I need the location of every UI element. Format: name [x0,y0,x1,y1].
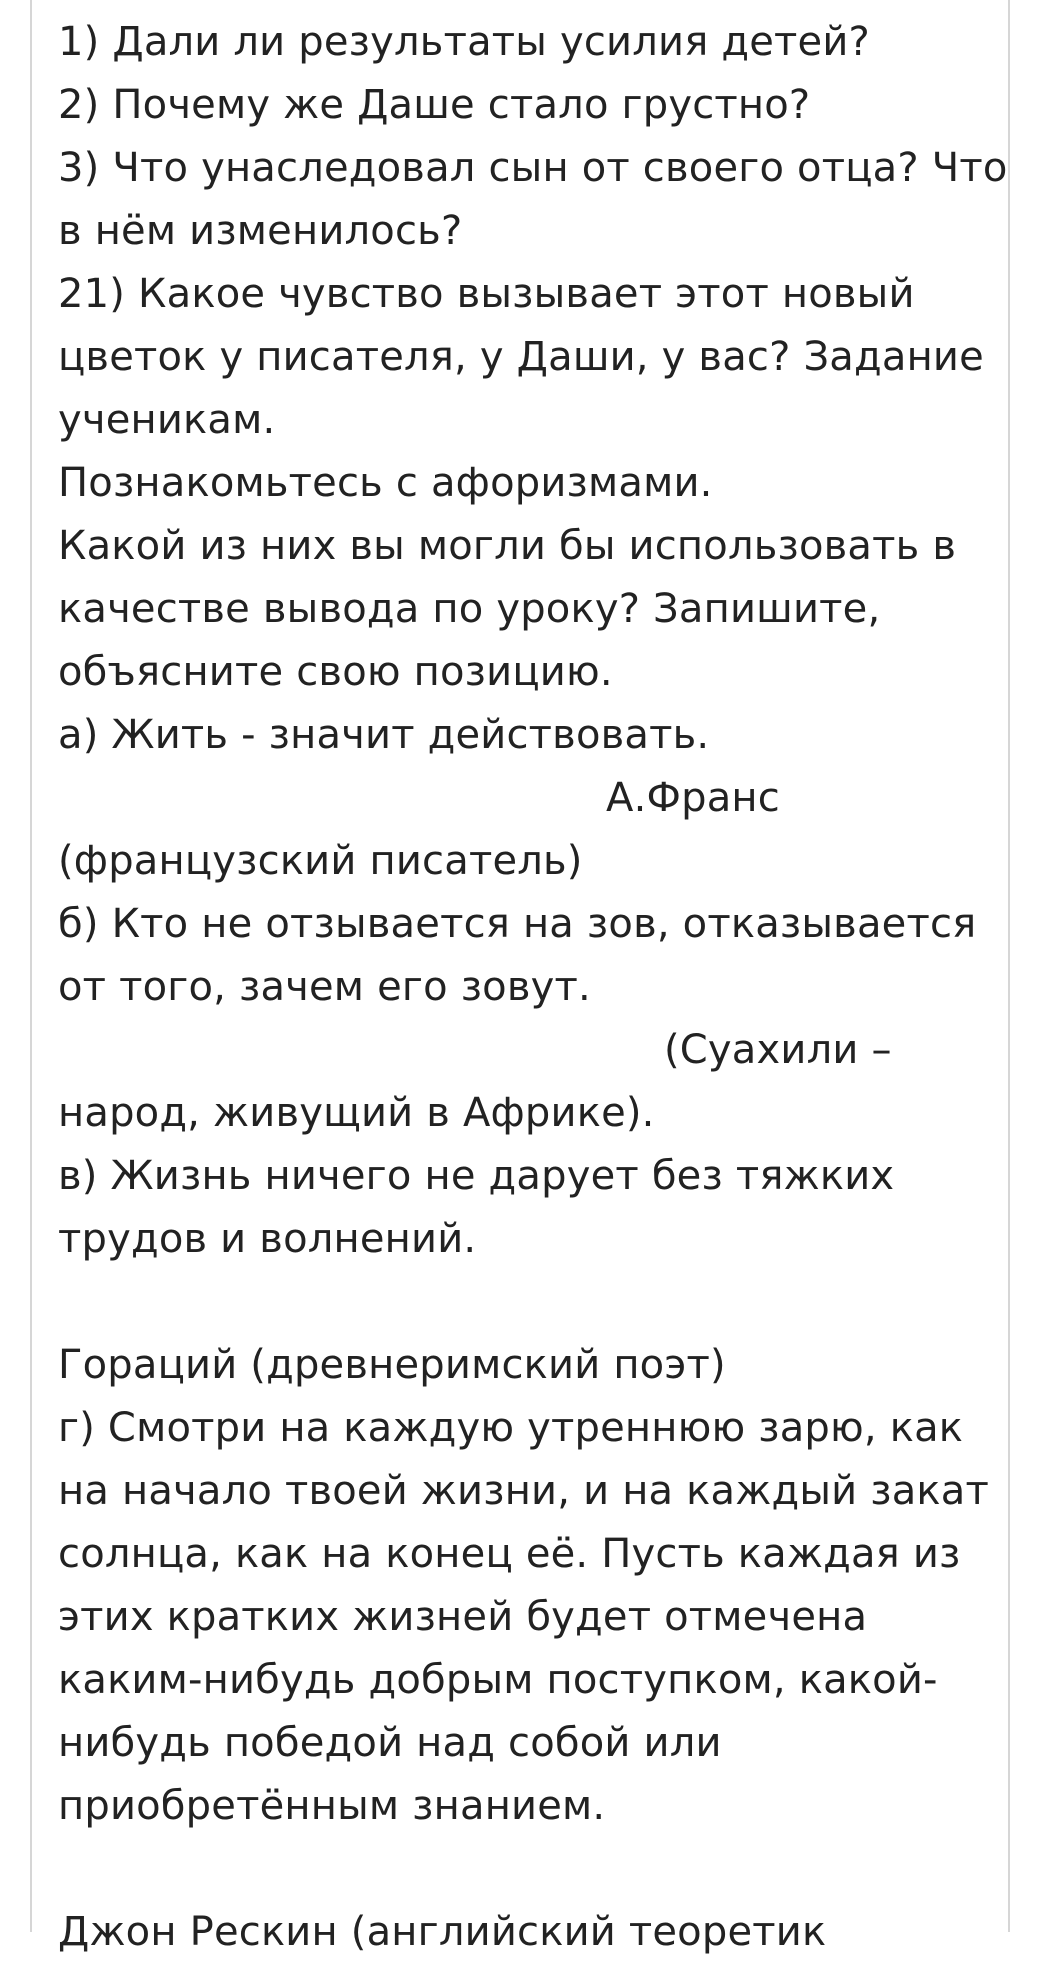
aphorism-a-author: А.Франс [606,775,780,821]
task-text: Какой из них вы могли бы использовать в [58,523,957,569]
aphorism-c-cont: трудов и волнений. [58,1216,477,1262]
aphorism-d-cont-4: каким-нибудь добрым поступком, какой- [58,1657,938,1703]
document-text [58,11,1008,1964]
question-21-cont: цветок у писателя, у Даши, у вас? Задание [58,334,984,380]
aphorism-c: в) Жизнь ничего не дарует без тяжких [58,1153,895,1199]
aphorism-d-cont: на начало твоей жизни, и на каждый закат [58,1468,989,1514]
aphorism-b: б) Кто не отзывается на зов, отказывается [58,901,977,947]
aphorism-a-author-note: (французский писатель) [58,838,583,884]
aphorism-b-author-note: народ, живущий в Африке). [58,1090,655,1136]
question-3-cont: в нём изменилось? [58,208,463,254]
document-page [30,0,1010,1955]
question-21: 21) Какое чувство вызывает этот новый [58,271,915,317]
aphorism-d-author: Джон Рескин (английский теоретик [58,1909,827,1955]
aphorism-d-cont-6: приобретённым знанием. [58,1783,606,1829]
blank-line [58,1271,998,1334]
aphorism-d: г) Смотри на каждую утреннюю зарю, как [58,1405,964,1451]
aphorism-b-author: (Суахили – [664,1027,892,1073]
blank-line-2 [58,1838,998,1901]
aphorism-a: а) Жить - значит действовать. [58,712,710,758]
aphorism-c-author: Гораций (древнеримский поэт) [58,1342,726,1388]
aphorism-d-cont-2: солнца, как на конец её. Пусть каждая из [58,1531,961,1577]
aphorism-d-cont-5: нибудь победой над собой или [58,1720,722,1766]
task-text-cont-2: объясните свою позицию. [58,649,613,695]
question-21-cont-2: ученикам. [58,397,276,443]
question-1: 1) Дали ли результаты усилия детей? [58,19,870,65]
task-heading: Познакомьтесь с афоризмами. [58,460,713,506]
aphorism-b-cont: от того, зачем его зовут. [58,964,591,1010]
question-3: 3) Что унаследовал сын от своего отца? Что [58,145,1008,191]
task-text-cont: качестве вывода по уроку? Запишите, [58,586,881,632]
question-2: 2) Почему же Даше стало грустно? [58,82,811,128]
aphorism-d-cont-3: этих кратких жизней будет отмечена [58,1594,868,1640]
